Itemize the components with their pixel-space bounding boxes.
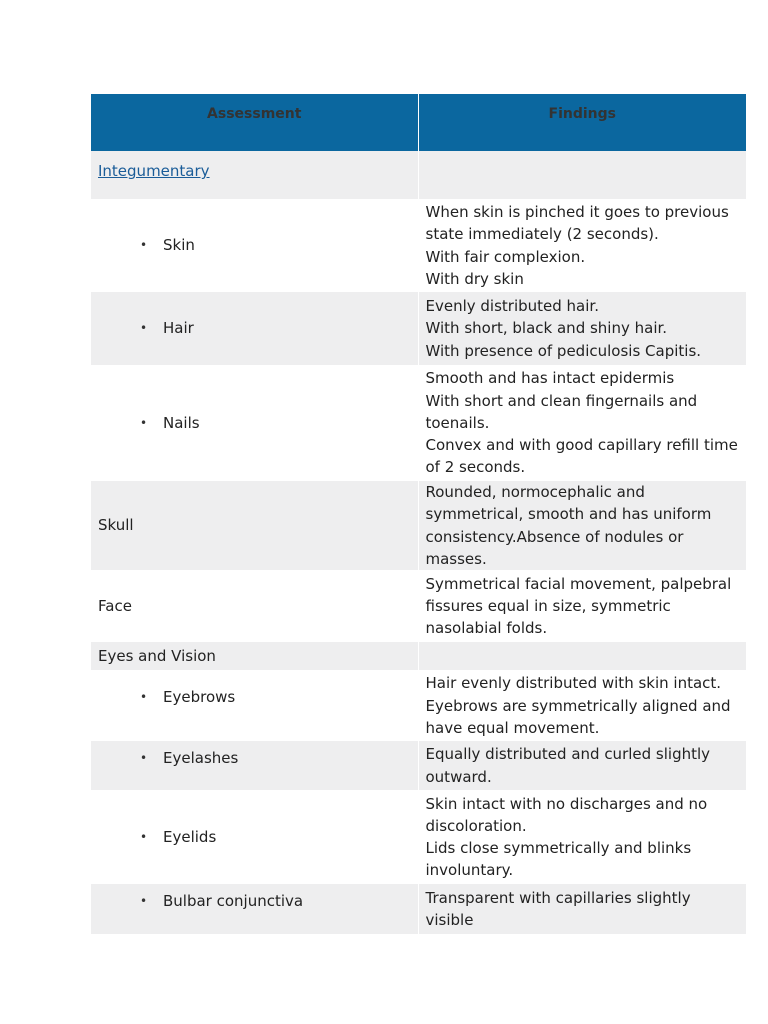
finding-text: Hair evenly distributed with skin intact. [425,674,722,693]
assessment-cell [91,884,418,934]
finding-text: Lids close symmetrically and blinks involuntary. [425,839,692,880]
bullet-icon: • [140,690,148,705]
assessment-label: Eyelashes [163,749,239,768]
table-header-row [91,94,746,151]
bullet-icon: • [140,238,148,253]
header-findings: Findings [418,94,746,151]
table-row [91,199,746,292]
findings-cell [418,741,746,790]
assessment-table [91,94,746,934]
assessment-label: Bulbar conjunctiva [163,892,304,911]
assessment-cell [91,365,418,481]
list-item [98,826,410,848]
list-item [98,686,410,708]
assessment-cell [91,670,418,741]
section-link-integumentary[interactable]: Integumentary [98,162,210,180]
finding-text: With fair complexion. [425,247,586,266]
list-item [98,234,410,256]
findings-cell [418,151,746,199]
bullet-icon: • [140,894,148,909]
findings-cell [418,670,746,741]
finding-text: Symmetrical facial movement, palpebral fissures equal in size, symmetric nasolabial folds. [425,574,732,638]
assessment-cell [91,481,418,570]
findings-cell [418,570,746,642]
finding-text: When skin is pinched it goes to previous state immediately (2 seconds). [425,202,729,244]
header-assessment: Assessment [91,94,418,151]
findings-cell [418,199,746,292]
finding-text: Skin intact with no discharges and no discoloration. [425,794,708,835]
assessment-cell [91,790,418,884]
table-row [91,365,746,481]
table-row [91,570,746,642]
table-row [91,292,746,365]
findings-cell [418,642,746,670]
finding-text: Eyebrows are symmetrically aligned and have equal movement. [425,696,731,737]
table-row [91,790,746,884]
table-row [91,642,746,670]
table-row [91,741,746,790]
assessment-label: Eyebrows [163,688,236,707]
assessment-cell [91,741,418,790]
assessment-cell [91,151,418,199]
table-row [91,151,746,199]
findings-cell [418,365,746,481]
finding-text: Equally distributed and curled slightly outward. [425,745,711,786]
bullet-icon: • [140,751,148,766]
list-item [98,747,410,769]
finding-text: Convex and with good capillary refill time of 2 seconds. [425,436,738,477]
table-row [91,481,746,570]
finding-text: With dry skin [425,269,524,288]
table-row [91,884,746,934]
finding-text: Rounded, normocephalic and symmetrical, smooth and has uniform consistency.Absence of nodules or masses. [425,483,712,568]
assessment-label: Hair [163,319,194,338]
assessment-cell [91,292,418,365]
assessment-label: Nails [163,413,200,432]
bullet-icon: • [140,830,148,845]
finding-text: Evenly distributed hair. [425,297,599,316]
finding-text: With short and clean fingernails and toenails. [425,391,698,432]
bullet-icon: • [140,321,148,336]
findings-cell [418,481,746,570]
assessment-label: Eyelids [163,828,217,847]
finding-text: Transparent with capillaries slightly visible [425,888,691,930]
findings-cell [418,292,746,365]
assessment-cell [91,570,418,642]
assessment-cell [91,199,418,292]
list-item [98,317,410,339]
assessment-cell [91,642,418,670]
bullet-icon: • [140,415,148,430]
finding-text: Smooth and has intact epidermis [425,369,675,388]
finding-text: With short, black and shiny hair. [425,319,668,338]
assessment-label: Skin [163,236,195,255]
finding-text: With presence of pediculosis Capitis. [425,341,702,360]
findings-cell [418,790,746,884]
assessment-label: Face [98,597,132,616]
list-item [98,412,410,434]
findings-cell [418,884,746,934]
assessment-label: Skull [98,516,134,535]
table-row [91,670,746,741]
list-item [98,890,410,912]
assessment-label: Eyes and Vision [98,647,216,666]
